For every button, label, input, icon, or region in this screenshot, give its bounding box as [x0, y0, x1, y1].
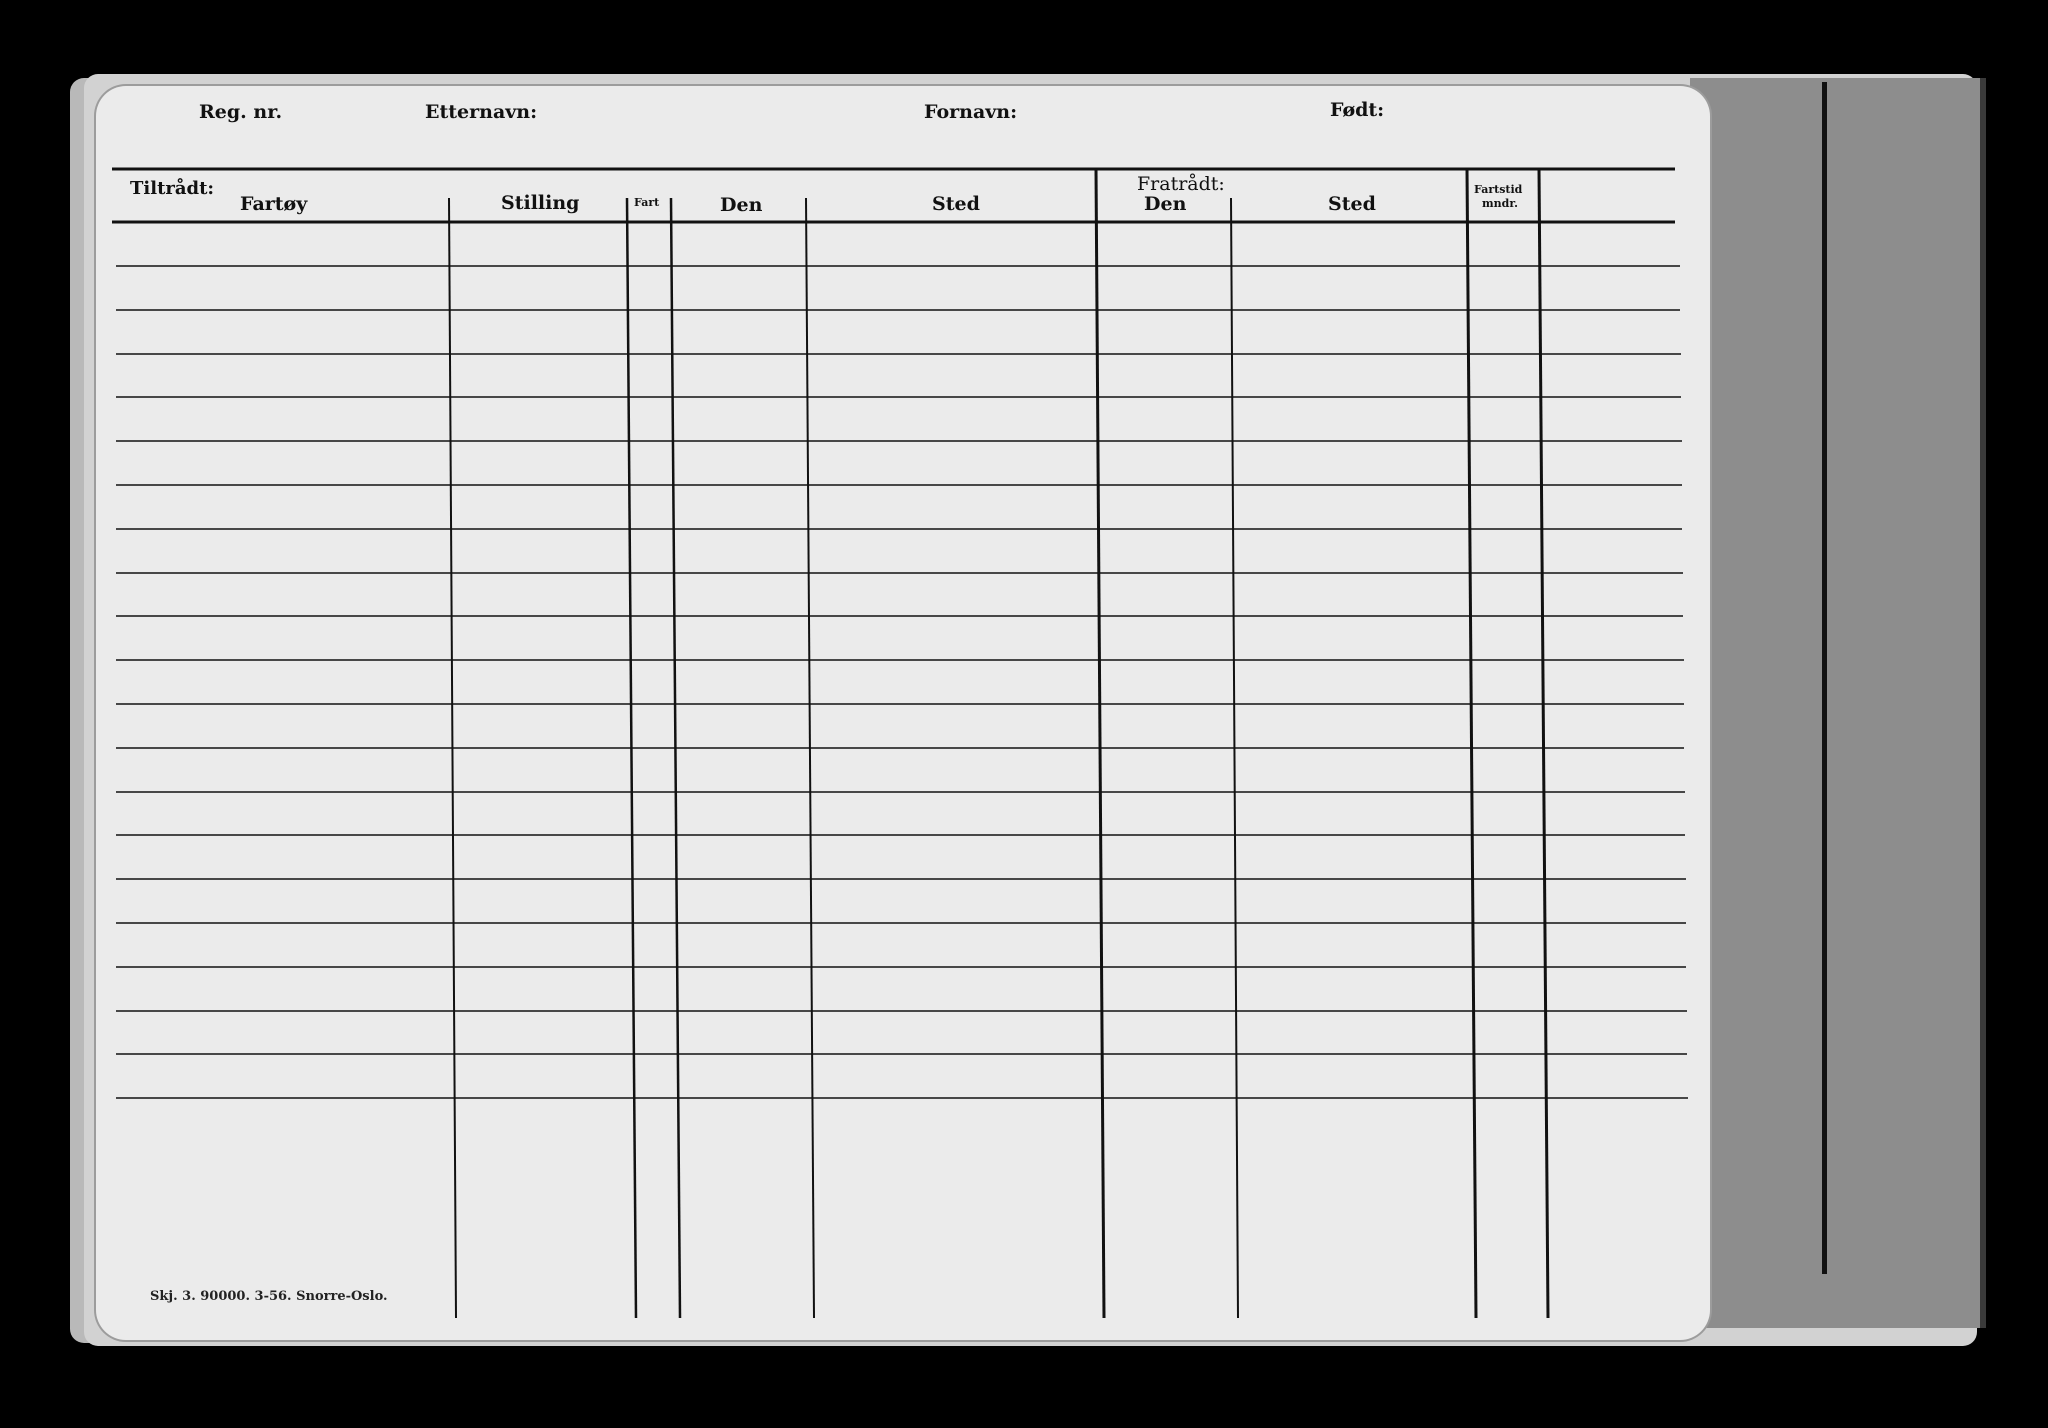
fornavn-label: Fornavn: [924, 101, 1018, 123]
column-divider [671, 198, 680, 1318]
column-divider [1231, 198, 1238, 1318]
col-fartoy: Fartøy [240, 193, 308, 215]
column-divider [627, 198, 636, 1318]
col-fart: Fart [634, 196, 660, 209]
printer-imprint: Skj. 3. 90000. 3-56. Snorre-Oslo. [150, 1289, 388, 1304]
column-divider [449, 198, 456, 1318]
fodt-label: Født: [1330, 99, 1385, 121]
etternavn-label: Etternavn: [425, 101, 538, 123]
column-divider [1096, 169, 1104, 1318]
col-fartstid: Fartstid [1474, 183, 1523, 196]
column-divider [1539, 169, 1548, 1318]
col-den-tiltradt: Den [720, 194, 763, 216]
col-den-fratradt: Den [1144, 193, 1187, 215]
column-divider [806, 198, 814, 1318]
reg-nr-label: Reg. nr. [199, 101, 283, 123]
fratradt-label: Fratrådt: [1137, 173, 1225, 195]
col-mndr: mndr. [1482, 197, 1518, 210]
col-sted-fratradt: Sted [1328, 193, 1376, 215]
col-stilling: Stilling [501, 192, 580, 214]
column-divider [1467, 169, 1476, 1318]
tiltradt-label: Tiltrådt: [130, 178, 215, 199]
col-sted-tiltradt: Sted [932, 193, 980, 215]
